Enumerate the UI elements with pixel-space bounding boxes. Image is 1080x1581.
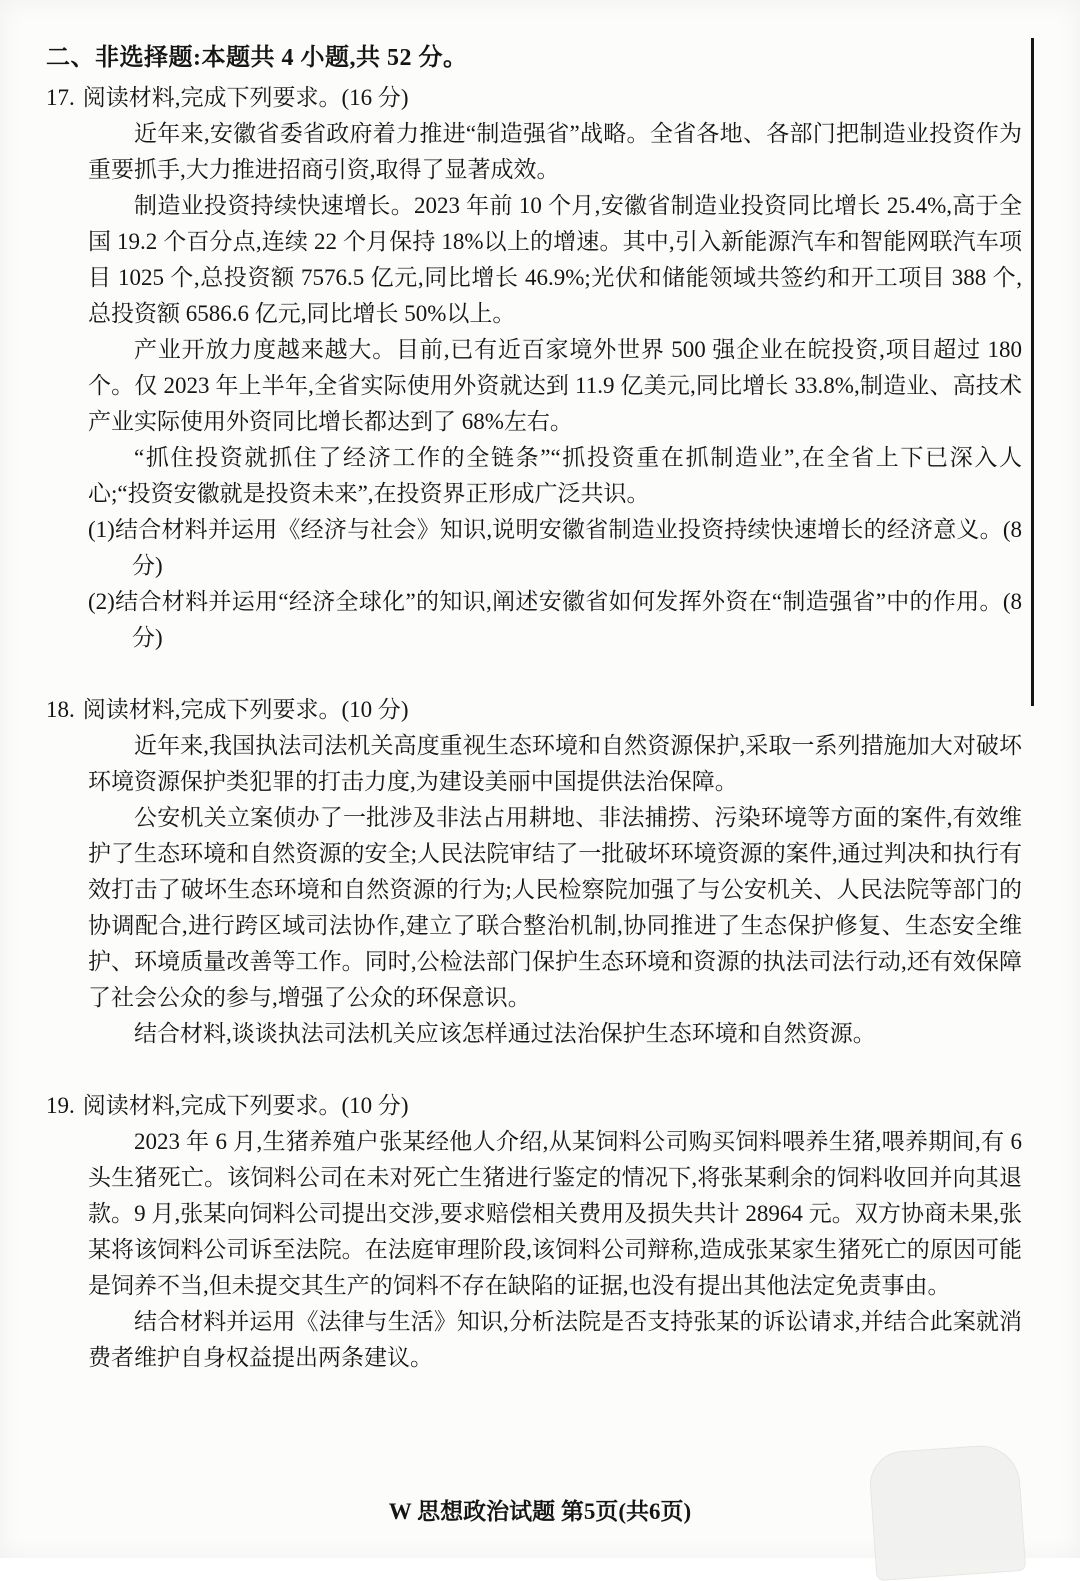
material-paragraph: 制造业投资持续快速增长。2023 年前 10 个月,安徽省制造业投资同比增长 25.4%,高于全国 19.2 个百分点,连续 22 个月保持 18%以上的增速。其中,引入新能源汽车和智能网联汽车项目 1025 个,总投资额 7576.5 亿元,同比增长 46.9%;光伏和储能领域共签约和开工项目 388 个,总投资额 6586.6 亿元,同比增长 50%以上。 bbox=[88, 193, 1022, 326]
material-paragraph: 产业开放力度越来越大。目前,已有近百家境外世界 500 强企业在皖投资,项目超过 180 个。仅 2023 年上半年,全省实际使用外资就达到 11.9 亿美元,同比增长 33.8%,制造业、高技术产业实际使用外资同比增长都达到了 68%左右。 bbox=[88, 337, 1022, 434]
question-17-title: 阅读材料,完成下列要求。(16 分) bbox=[82, 85, 409, 110]
question-18 bbox=[46, 692, 1022, 1052]
question-19 bbox=[46, 1088, 1022, 1376]
question-19-task: 结合材料并运用《法律与生活》知识,分析法院是否支持张某的诉讼请求,并结合此案就消费者维护自身权益提出两条建议。 bbox=[88, 1309, 1022, 1370]
question-18-title: 阅读材料,完成下列要求。(10 分) bbox=[82, 697, 409, 722]
question-18-head bbox=[46, 692, 1022, 728]
question-19-head bbox=[46, 1088, 1022, 1124]
question-17-number: 17. bbox=[46, 85, 75, 110]
watermark-blob bbox=[868, 1443, 1027, 1581]
question-18-task: 结合材料,谈谈执法司法机关应该怎样通过法治保护生态环境和自然资源。 bbox=[134, 1021, 876, 1046]
question-18-number: 18. bbox=[46, 697, 75, 722]
section-header: 二、非选择题:本题共 4 小题,共 52 分。 bbox=[46, 45, 468, 71]
material-paragraph: 近年来,安徽省委省政府着力推进“制造强省”战略。全省各地、各部门把制造业投资作为重要抓手,大力推进招商引资,取得了显著成效。 bbox=[88, 121, 1022, 182]
subquestion-17-2: (2)结合材料并运用“经济全球化”的知识,阐述安徽省如何发挥外资在“制造强省”中的作用。(8 分) bbox=[88, 589, 1022, 650]
page-footer: W 思想政治试题 第5页(共6页) bbox=[388, 1499, 692, 1524]
question-17-head bbox=[46, 80, 1022, 116]
question-19-title: 阅读材料,完成下列要求。(10 分) bbox=[82, 1093, 409, 1118]
material-paragraph: 近年来,我国执法司法机关高度重视生态环境和自然资源保护,采取一系列措施加大对破坏环境资源保护类犯罪的打击力度,为建设美丽中国提供法治保障。 bbox=[88, 733, 1022, 794]
subquestion-17-1: (1)结合材料并运用《经济与社会》知识,说明安徽省制造业投资持续快速增长的经济意义。(8 分) bbox=[88, 517, 1022, 578]
material-paragraph: “抓住投资就抓住了经济工作的全链条”“抓投资重在抓制造业”,在全省上下已深入人心;“投资安徽就是投资未来”,在投资界正形成广泛共识。 bbox=[88, 445, 1022, 506]
material-paragraph: 公安机关立案侦办了一批涉及非法占用耕地、非法捕捞、污染环境等方面的案件,有效维护了生态环境和自然资源的安全;人民法院审结了一批破坏环境资源的案件,通过判决和执行有效打击了破坏生态环境和自然资源的行为;人民检察院加强了与公安机关、人民法院等部门的协调配合,进行跨区域司法协作,建立了联合整治机制,协同推进了生态保护修复、生态安全维护、环境质量改善等工作。同时,公检法部门保护生态环境和资源的执法司法行动,还有效保障了社会公众的参与,增强了公众的环保意识。 bbox=[88, 805, 1022, 1010]
scan-artifact-line bbox=[1031, 38, 1034, 706]
material-paragraph: 2023 年 6 月,生猪养殖户张某经他人介绍,从某饲料公司购买饲料喂养生猪,喂养期间,有 6 头生猪死亡。该饲料公司在未对死亡生猪进行鉴定的情况下,将张某剩余的饲料收回并向其退款。9 月,张某向饲料公司提出交涉,要求赔偿相关费用及损失共计 28964 元。双方协商未果,张某将该饲料公司诉至法院。在法庭审理阶段,该饲料公司辩称,造成张某家生猪死亡的原因可能是饲养不当,但未提交其生产的饲料不存在缺陷的证据,也没有提出其他法定免责事由。 bbox=[88, 1129, 1022, 1298]
question-17 bbox=[46, 80, 1022, 656]
question-19-number: 19. bbox=[46, 1093, 75, 1118]
